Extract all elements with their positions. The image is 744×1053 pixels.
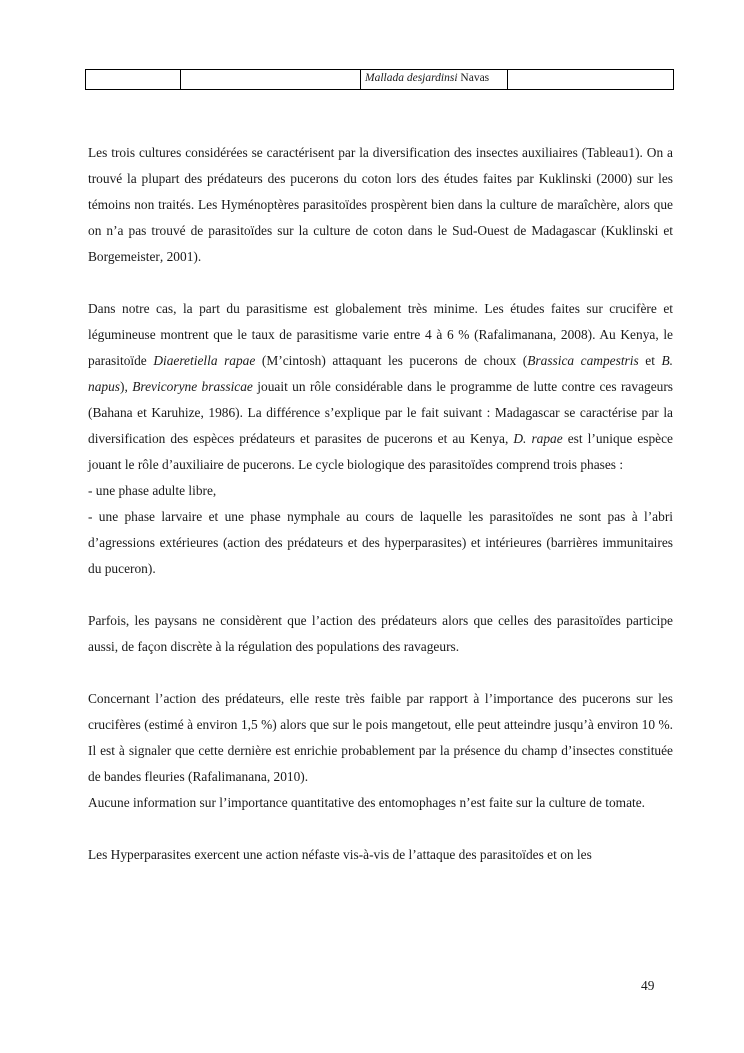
table-cell-empty-1 — [86, 70, 181, 90]
paragraph-2-part-d: ), — [120, 379, 133, 394]
paragraph-2-part-c: et — [638, 353, 662, 368]
paragraph-1-italic: , — [159, 249, 164, 264]
body-text — [88, 140, 673, 868]
table-cell-empty-2 — [181, 70, 361, 90]
paragraph-2 — [88, 296, 673, 478]
table-cell-empty-4 — [508, 70, 674, 90]
list-item: - une phase adulte libre, — [88, 483, 217, 498]
paragraph-3: Parfois, les paysans ne considèrent que l’action des prédateurs alors que celles des parasitoïdes participe aussi, de façon discrète à la régulation des populations des ravageurs. — [88, 613, 673, 654]
paragraph-1-end: 2001). — [163, 249, 202, 264]
paragraph-1-text: Les trois cultures considérées se caractérisent par la diversification des insectes auxiliaires (Tableau1). On a trouvé la plupart des prédateurs des pucerons du coton lors des études faites par Kuklinski (2000) sur les témoins non traités. Les Hyménoptères parasitoïdes prospèrent bien dans la culture de maraîchère, alors que on n’a pas trouvé de parasitoïdes sur la culture de coton dans le Sud-Ouest de Madagascar (Kuklinski et Borgemeister — [88, 145, 673, 264]
page-number: 49 — [641, 978, 655, 993]
species-brassica-campestris: Brassica campestris — [527, 353, 639, 368]
paragraph-2-part-b: (M’cintosh) attaquant les pucerons de choux ( — [255, 353, 528, 368]
paragraph-4: Concernant l’action des prédateurs, elle reste très faible par rapport à l’importance des pucerons sur les crucifères (estimé à environ 1,5 %) alors que sur le pois mangetout, elle peut atteindre jusqu’à environ 10 %. Il est à signaler que cette dernière est enrichie probablement par la présence du champ d’insectes constituée de bandes fleuries (Rafalimanana, 2010). — [88, 691, 673, 784]
paragraph-1 — [88, 140, 673, 270]
paragraph-2-part-f: est l’unique espèce jouant le rôle d’auxiliaire de pucerons. Le cycle biologique des parasitoïdes comprend trois phases : — [88, 431, 674, 472]
list-item: - une phase larvaire et une phase nymphale au cours de laquelle les parasitoïdes ne sont pas à l’abri d’agressions extérieures (action des prédateurs et des hyperparasites) et intérieures (barrières immunitaires du puceron). — [88, 509, 673, 576]
table-row — [86, 70, 674, 90]
paragraph-4b: Aucune information sur l’importance quantitative des entomophages n’est faite sur la culture de tomate. — [88, 795, 646, 810]
table-cell-species — [361, 70, 508, 90]
species-b-napus: B. napus — [88, 353, 673, 394]
paragraph-2-part-a: Dans notre cas, la part du parasitisme est globalement très minime. Les études faites sur crucifère et légumineuse montrent que le taux de parasitisme varie entre 4 à 6 % (Rafalimanana, 2008). Au Kenya, le parasitoïde — [88, 301, 673, 368]
species-d-rapae: D. rapae — [513, 431, 563, 446]
species-diaeretiella-rapae: Diaeretiella rapae — [153, 353, 256, 368]
table-continuation — [85, 69, 674, 90]
species-brevicoryne-brassicae: Brevicoryne brassicae — [132, 379, 253, 394]
species-name: Mallada desjardinsi — [365, 72, 458, 84]
paragraph-2-part-e: jouait un rôle considérable dans le programme de lutte contre ces ravageurs (Bahana et Karuhize, 1986). La différence s’explique par le fait suivant : Madagascar se caractérise par la diversification des espèces prédateurs et parasites de pucerons et au Kenya, — [88, 379, 674, 446]
paragraph-5: Les Hyperparasites exercent une action néfaste vis-à-vis de l’attaque des parasitoïdes et on les — [88, 847, 592, 862]
species-author: Navas — [457, 72, 490, 84]
